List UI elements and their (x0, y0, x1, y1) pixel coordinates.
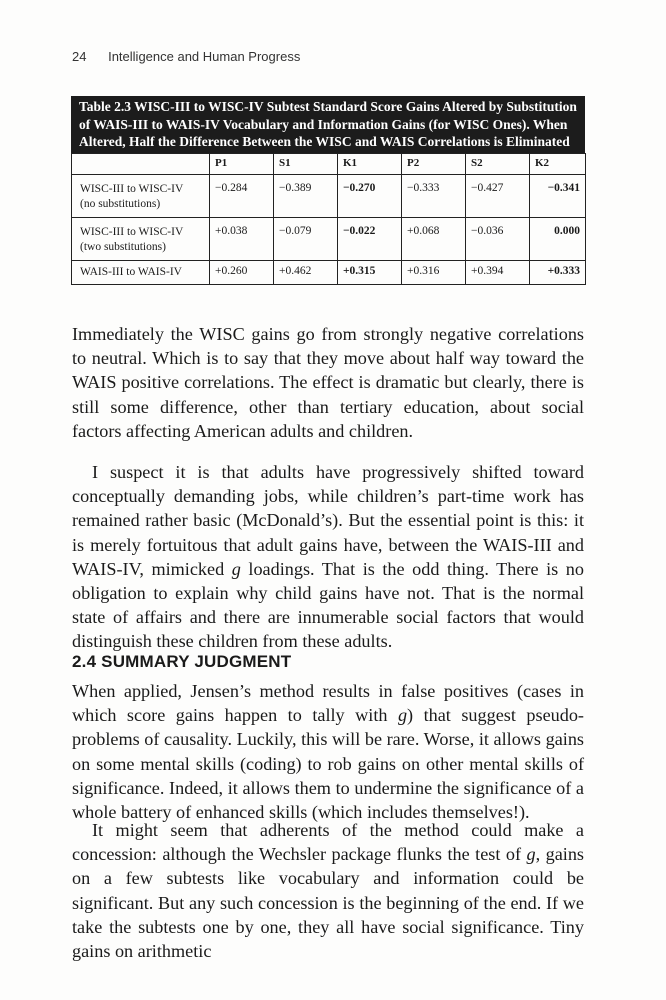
paragraph-text: I suspect it is that adults have progressively shifted toward conceptually demanding jobs, while children’s part-time work has remained rather basic (McDonald’s). But the essential point is this: it is merely fortuitous that adult gains have, between the WAIS-III and WAIS-IV, mimicked (72, 462, 584, 579)
table-row (72, 217, 586, 260)
row-label-line: (no substitutions) (80, 197, 161, 210)
table-cell: −0.427 (466, 174, 530, 217)
table-cell: −0.389 (274, 174, 338, 217)
table-cell: +0.315 (338, 260, 402, 284)
paragraph-text: ) that suggest pseudo-problems of causality. Luckily, this will be rare. Worse, it allows gains on some mental skills (coding) to rob gains on other mental skills of significance. Indeed, it allows them to undermine the significance of a whole battery of enhanced skills (which includes themselves!). (72, 705, 584, 823)
table-cell: +0.260 (210, 260, 274, 284)
table-cell: +0.316 (402, 260, 466, 284)
g-symbol: g (231, 558, 241, 579)
column-header: K2 (530, 153, 586, 174)
table-cell: −0.270 (338, 174, 402, 217)
table-cell: −0.079 (274, 217, 338, 260)
column-header: S1 (274, 153, 338, 174)
column-header (72, 153, 210, 174)
paragraph-3 (72, 679, 584, 824)
section-heading: 2.4 SUMMARY JUDGMENT (72, 652, 292, 671)
paragraph-text: It might seem that adherents of the method could make a concession: although the Wechsler package flunks the test of (72, 820, 584, 865)
paragraph-4 (72, 818, 584, 963)
table-cell: −0.341 (530, 174, 586, 217)
table-cell: +0.333 (530, 260, 586, 284)
row-label-line: WISC-III to WISC-IV (80, 225, 184, 238)
table-cell: 0.000 (530, 217, 586, 260)
page-number: 24 (72, 49, 87, 64)
gains-table (71, 153, 586, 285)
table-cell: −0.036 (466, 217, 530, 260)
column-header: S2 (466, 153, 530, 174)
table-header-row (72, 153, 586, 174)
table-cell: +0.394 (466, 260, 530, 284)
table-2-3 (71, 96, 585, 285)
table-cell: −0.333 (402, 174, 466, 217)
paragraph-1: Immediately the WISC gains go from strongly negative correlations to neutral. Which is to say that they move about half way toward the WAIS positive correlations. The effect is dramatic but clearly, there is still some difference, other than tertiary education, about social factors affecting American adults and children. (72, 324, 584, 441)
table-cell: −0.022 (338, 217, 402, 260)
row-label-line: (two substitutions) (80, 240, 166, 253)
column-header: P2 (402, 153, 466, 174)
running-head (72, 49, 300, 64)
table-cell: −0.284 (210, 174, 274, 217)
row-label (72, 260, 210, 284)
row-label-line: WAIS-III to WAIS-IV (80, 265, 182, 278)
paragraph-text: loadings. That is the odd thing. There is no obligation to explain why child gains have not. That is the normal state of affairs and there are innumerable social factors that would distinguish these children from these adults. (72, 558, 584, 652)
column-header: P1 (210, 153, 274, 174)
row-label (72, 217, 210, 260)
table-caption: Table 2.3 WISC-III to WISC-IV Subtest Standard Score Gains Altered by Substitution of WAIS-III to WAIS-IV Vocabulary and Information Gains (for WISC Ones). When Altered, Half the Difference Between the WISC and WAIS Correlations is Eliminated (71, 96, 585, 153)
table-row (72, 174, 586, 217)
row-label (72, 174, 210, 217)
g-symbol: g (397, 705, 408, 726)
row-label-line: WISC-III to WISC-IV (80, 182, 184, 195)
g-symbol: g (526, 844, 536, 865)
running-title: Intelligence and Human Progress (108, 49, 301, 64)
table-cell: +0.038 (210, 217, 274, 260)
paragraph-text: , gains on a few subtests like vocabulary and information could be significant. But any such concession is the beginning of the end. If we take the subtests one by one, they all have social significance. Tiny gains on arithmetic (72, 844, 584, 962)
table-row (72, 260, 586, 284)
column-header: K1 (338, 153, 402, 174)
paragraph-text: When applied, Jensen’s method results in false positives (cases in which score gains happen to tally with (72, 681, 584, 726)
paragraph-2 (72, 460, 584, 654)
table-cell: +0.462 (274, 260, 338, 284)
table-cell: +0.068 (402, 217, 466, 260)
